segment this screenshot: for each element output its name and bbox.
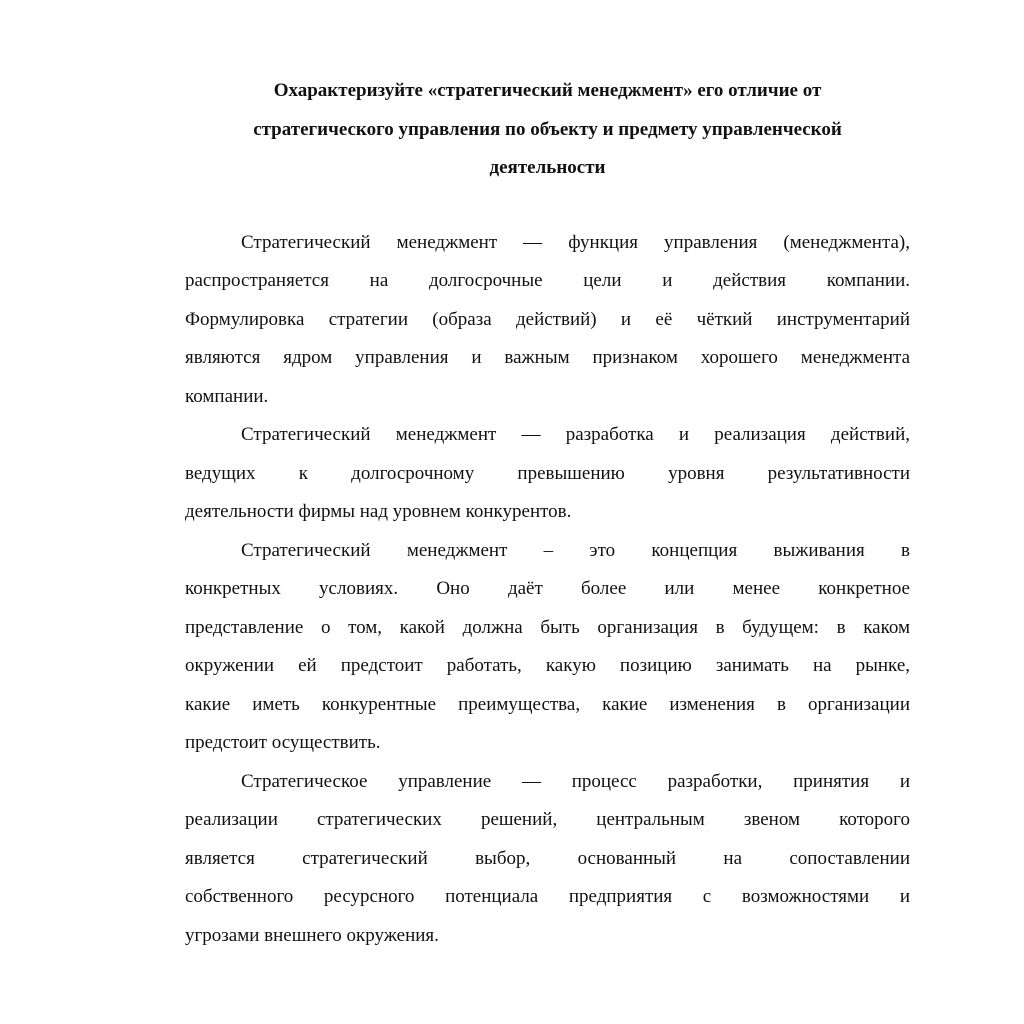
- text-line: угрозами внешнего окружения.: [185, 924, 439, 946]
- text-line: Формулировка стратегии (образа действий) и её чёткий инструментарий: [185, 308, 910, 330]
- document-body: [185, 224, 910, 956]
- text-line: предстоит осуществить.: [185, 732, 381, 753]
- text-line: Стратегический менеджмент — разработка и реализация действий,: [241, 424, 910, 445]
- title-line: стратегического управления по объекту и предмету управленческой: [253, 118, 842, 140]
- text-line: деятельности фирмы над уровнем конкурентов.: [185, 501, 572, 522]
- text-line: Стратегическое управление — процесс разработки, принятия и: [241, 770, 910, 792]
- text-line: являются ядром управления и важным признаком хорошего менеджмента: [185, 347, 910, 368]
- text-line: реализации стратегических решений, центральным звеном которого: [185, 809, 910, 830]
- paragraph-4: [185, 763, 910, 956]
- text-line: окружении ей предстоит работать, какую позицию занимать на рынке,: [185, 655, 910, 676]
- text-line: собственного ресурсного потенциала предприятия с возможностями и: [185, 886, 910, 907]
- text-line: распространяется на долгосрочные цели и действия компании.: [185, 270, 910, 291]
- paragraph-2: [185, 416, 910, 532]
- paragraph-3: [185, 532, 910, 763]
- document-content: [185, 72, 910, 955]
- text-line: представление о том, какой должна быть организация в будущем: в каком: [185, 616, 910, 638]
- text-line: Стратегический менеджмент — функция управления (менеджмента),: [241, 231, 910, 253]
- text-line: ведущих к долгосрочному превышению уровня результативности: [185, 462, 910, 484]
- text-line: является стратегический выбор, основанный на сопоставлении: [185, 847, 910, 869]
- paragraph-1: [185, 224, 910, 417]
- text-line: конкретных условиях. Оно даёт более или менее конкретное: [185, 578, 910, 599]
- text-line: компании.: [185, 385, 269, 407]
- title-line: деятельности: [489, 157, 606, 178]
- text-line: Стратегический менеджмент – это концепция выживания в: [241, 539, 910, 561]
- document-title: [185, 72, 910, 188]
- title-line: Охарактеризуйте «стратегический менеджмент» его отличие от: [273, 80, 822, 101]
- text-line: какие иметь конкурентные преимущества, какие изменения в организации: [185, 693, 910, 715]
